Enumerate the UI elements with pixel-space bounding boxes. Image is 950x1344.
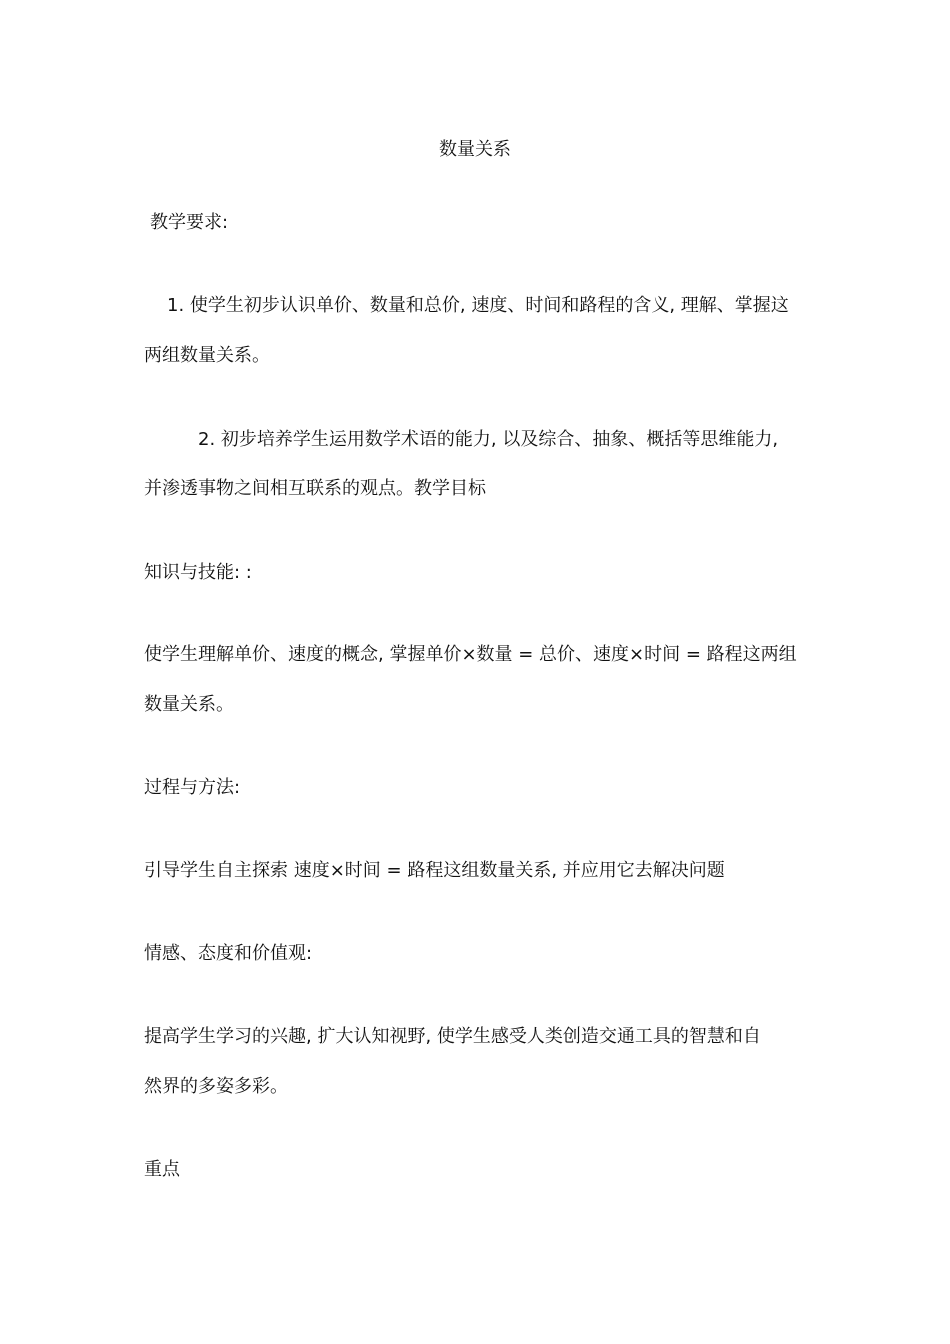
requirement-2-line-1: 2. 初步培养学生运用数学术语的能力, 以及综合、抽象、概括等思维能力, <box>198 429 779 450</box>
emotion-attitude-heading: 情感、态度和价值观: <box>144 943 313 964</box>
key-points-heading: 重点 <box>144 1159 180 1180</box>
process-method-heading: 过程与方法: <box>144 777 241 798</box>
document-title: 数量关系 <box>439 139 511 160</box>
requirement-1-line-1: 1. 使学生初步认识单价、数量和总价, 速度、时间和路程的含义, 理解、掌握这 <box>167 295 789 316</box>
emotion-attitude-line-2: 然界的多姿多彩。 <box>144 1076 288 1097</box>
teaching-requirements-heading: 教学要求: <box>150 212 229 233</box>
requirement-1-line-2: 两组数量关系。 <box>144 345 270 366</box>
knowledge-skills-line-1: 使学生理解单价、速度的概念, 掌握单价×数量 = 总价、速度×时间 = 路程这两组 <box>144 644 797 665</box>
emotion-attitude-line-1: 提高学生学习的兴趣, 扩大认知视野, 使学生感受人类创造交通工具的智慧和自 <box>144 1026 761 1047</box>
requirement-2-line-2: 并渗透事物之间相互联系的观点。教学目标 <box>144 478 486 499</box>
knowledge-skills-heading: 知识与技能: : <box>144 562 252 583</box>
knowledge-skills-line-2: 数量关系。 <box>144 694 234 715</box>
process-method-line: 引导学生自主探索 速度×时间 = 路程这组数量关系, 并应用它去解决问题 <box>144 860 725 881</box>
